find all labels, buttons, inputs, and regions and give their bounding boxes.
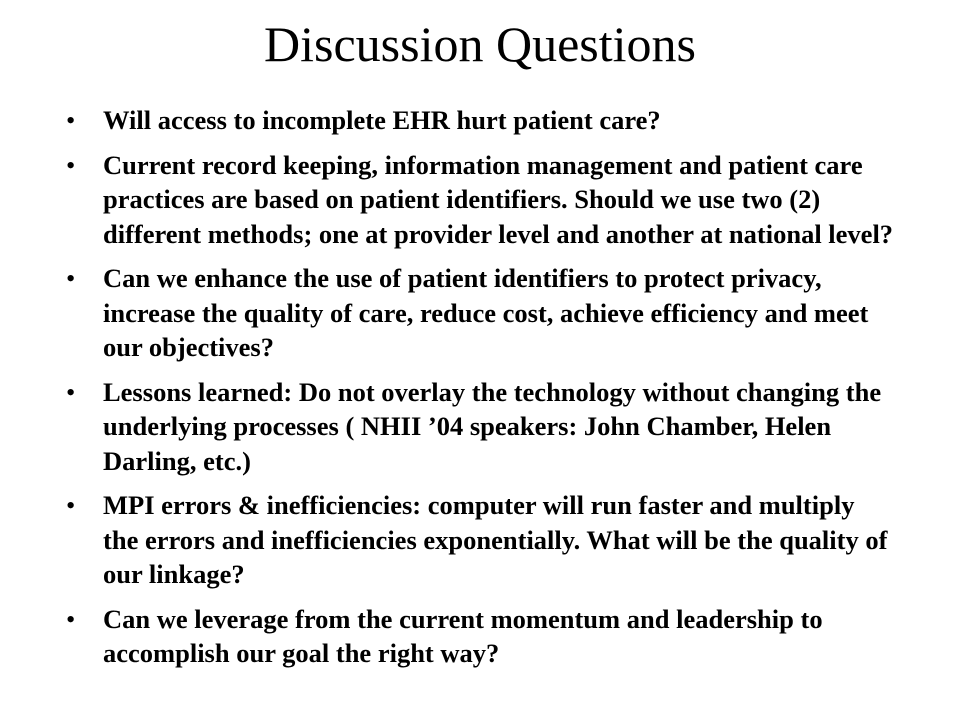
- bullet-dot-icon: •: [66, 376, 76, 407]
- bullet-text: Will access to incomplete EHR hurt patient care?: [103, 105, 661, 135]
- bullet-item: [66, 602, 896, 671]
- bullet-dot-icon: •: [66, 263, 76, 293]
- bullet-item: [66, 488, 896, 592]
- bullet-text: Can we leverage from the current momentum and leadership to accomplish our goal the right way?: [103, 603, 823, 668]
- bullet-text: Current record keeping, information management and patient care practices are based on patient identifiers. Should we use two (2) different methods; one at provider level and another at national level?: [103, 149, 894, 249]
- bullet-item: [66, 261, 896, 365]
- bullet-item: [66, 148, 896, 252]
- bullet-dot-icon: •: [66, 490, 76, 520]
- slide-title: Discussion Questions: [264, 16, 696, 72]
- bullet-list: [66, 103, 896, 681]
- bullet-dot-icon: •: [66, 105, 76, 135]
- bullet-text: Can we enhance the use of patient identifiers to protect privacy, increase the quality of care, reduce cost, achieve efficiency and meet our objectives?: [103, 263, 869, 362]
- bullet-text: Lessons learned: Do not overlay the technology without changing the underlying processes ( NHII ’04 speakers: John Chamber, Helen Darling, etc.): [103, 376, 882, 476]
- bullet-item: [66, 375, 896, 479]
- bullet-dot-icon: •: [66, 149, 76, 180]
- bullet-item: [66, 103, 896, 138]
- bullet-text: MPI errors & inefficiencies: computer will run faster and multiply the errors and inefficiencies exponentially. What will be the quality of our linkage?: [103, 490, 888, 589]
- bullet-dot-icon: •: [66, 603, 76, 634]
